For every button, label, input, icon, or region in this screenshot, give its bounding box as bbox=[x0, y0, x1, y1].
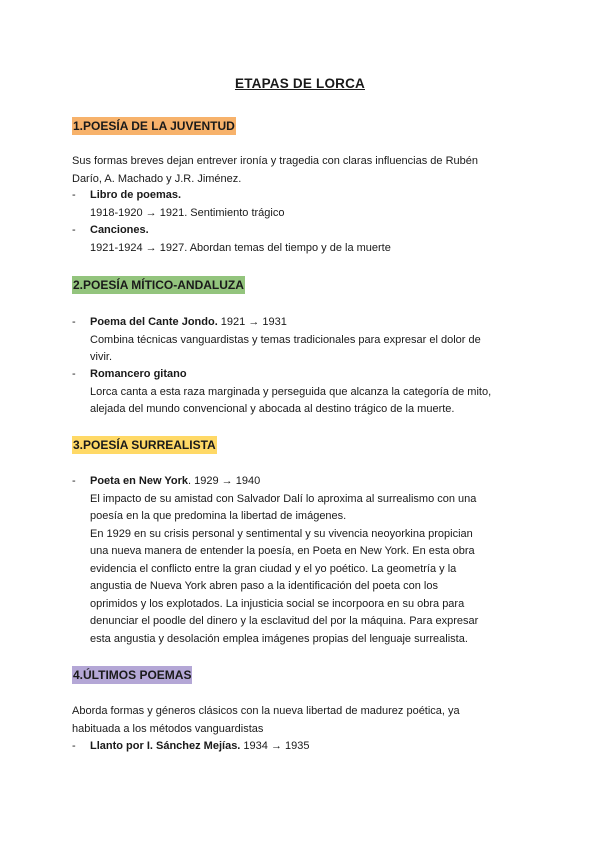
list-dash: - bbox=[72, 316, 76, 328]
section-1-heading: 1.POESÍA DE LA JUVENTUD bbox=[73, 119, 235, 133]
item-text-line: alejada del mundo convencional y abocada al destino trágico de la muerte. bbox=[90, 403, 455, 415]
item-text-line: esta angustia y desolación emplea imágenes propias del lenguaje surrealista. bbox=[90, 632, 468, 645]
item-title: Libro de poemas. bbox=[90, 189, 182, 201]
item-dates: . 1929 → 1940 bbox=[188, 475, 261, 487]
item-text-line: 1918-1920 → 1921. Sentimiento trágico bbox=[90, 206, 285, 219]
item-title: Canciones. bbox=[90, 224, 149, 236]
item-title: Poema del Cante Jondo. bbox=[90, 316, 218, 328]
section-4-intro-line-2: habituada a los métodos vanguardistas bbox=[72, 722, 264, 735]
list-dash: - bbox=[72, 368, 76, 380]
item-text-line: poesía en la que predomina la libertad de imágenes. bbox=[90, 510, 347, 522]
section-1-item-1 bbox=[72, 187, 530, 222]
document-title: ETAPAS DE LORCA bbox=[234, 76, 365, 91]
section-3-item-1 bbox=[72, 473, 530, 648]
item-dates: 1921 → 1931 bbox=[217, 316, 287, 328]
item-dates: 1934 → 1935 bbox=[240, 740, 310, 752]
item-text-line: 1921-1924 → 1927. Abordan temas del tiempo y de la muerte bbox=[90, 241, 391, 254]
item-text-line: vivir. bbox=[90, 351, 112, 363]
item-text-line: angustia de Nueva York abren paso a la identificación del poeta con los bbox=[90, 580, 438, 592]
list-dash: - bbox=[72, 740, 76, 752]
section-2-item-2 bbox=[72, 366, 530, 419]
item-text-line: oprimidos y los explotados. La injusticia social se incorpoora en su obra para bbox=[90, 597, 465, 610]
item-text-line: En 1929 en su crisis personal y sentimental y su vivencia neoyorkina propician bbox=[90, 527, 473, 540]
item-text-line: El impacto de su amistad con Salvador Dalí lo aproxima al surrealismo con una bbox=[90, 492, 477, 505]
item-text-line: evidencia el conflicto entre la gran ciudad y el yo poético. La geometría y la bbox=[90, 562, 457, 575]
list-dash: - bbox=[72, 224, 76, 236]
item-title: Llanto por I. Sánchez Mejías. bbox=[90, 740, 241, 752]
section-1-intro-line-1: Sus formas breves dejan entrever ironía y tragedia con claras influencias de Rubén bbox=[72, 155, 479, 167]
item-text-line: Combina técnicas vanguardistas y temas tradicionales para expresar el dolor de bbox=[90, 333, 481, 346]
section-1-intro bbox=[72, 153, 532, 188]
section-1-intro-line-2: Darío, A. Machado y J.R. Jiménez. bbox=[72, 172, 242, 185]
item-text-line: una nueva manera de entender la poesía, en Poeta en New York. En esta obra bbox=[90, 545, 475, 557]
item-title: Romancero gitano bbox=[90, 368, 187, 380]
item-text-line: denunciar el poodle del dinero y la esclavitud del por la máquina. Para expresar bbox=[90, 615, 479, 627]
list-dash: - bbox=[72, 475, 76, 487]
item-text-line: Lorca canta a esta raza marginada y perseguida que alcanza la categoría de mito, bbox=[90, 385, 492, 398]
section-2-heading: 2.POESÍA MÍTICO-ANDALUZA bbox=[73, 278, 244, 292]
section-1-item-2 bbox=[72, 222, 530, 257]
item-title: Poeta en New York bbox=[90, 475, 189, 487]
section-4-item-1 bbox=[72, 738, 530, 756]
section-4-intro bbox=[72, 703, 532, 738]
section-2-item-1 bbox=[72, 314, 530, 367]
section-4-intro-line-1: Aborda formas y géneros clásicos con la nueva libertad de madurez poética, ya bbox=[72, 705, 460, 717]
list-dash: - bbox=[72, 189, 76, 201]
section-4-heading: 4.ÚLTIMOS POEMAS bbox=[73, 668, 192, 682]
section-3-heading: 3.POESÍA SURREALISTA bbox=[73, 438, 216, 452]
